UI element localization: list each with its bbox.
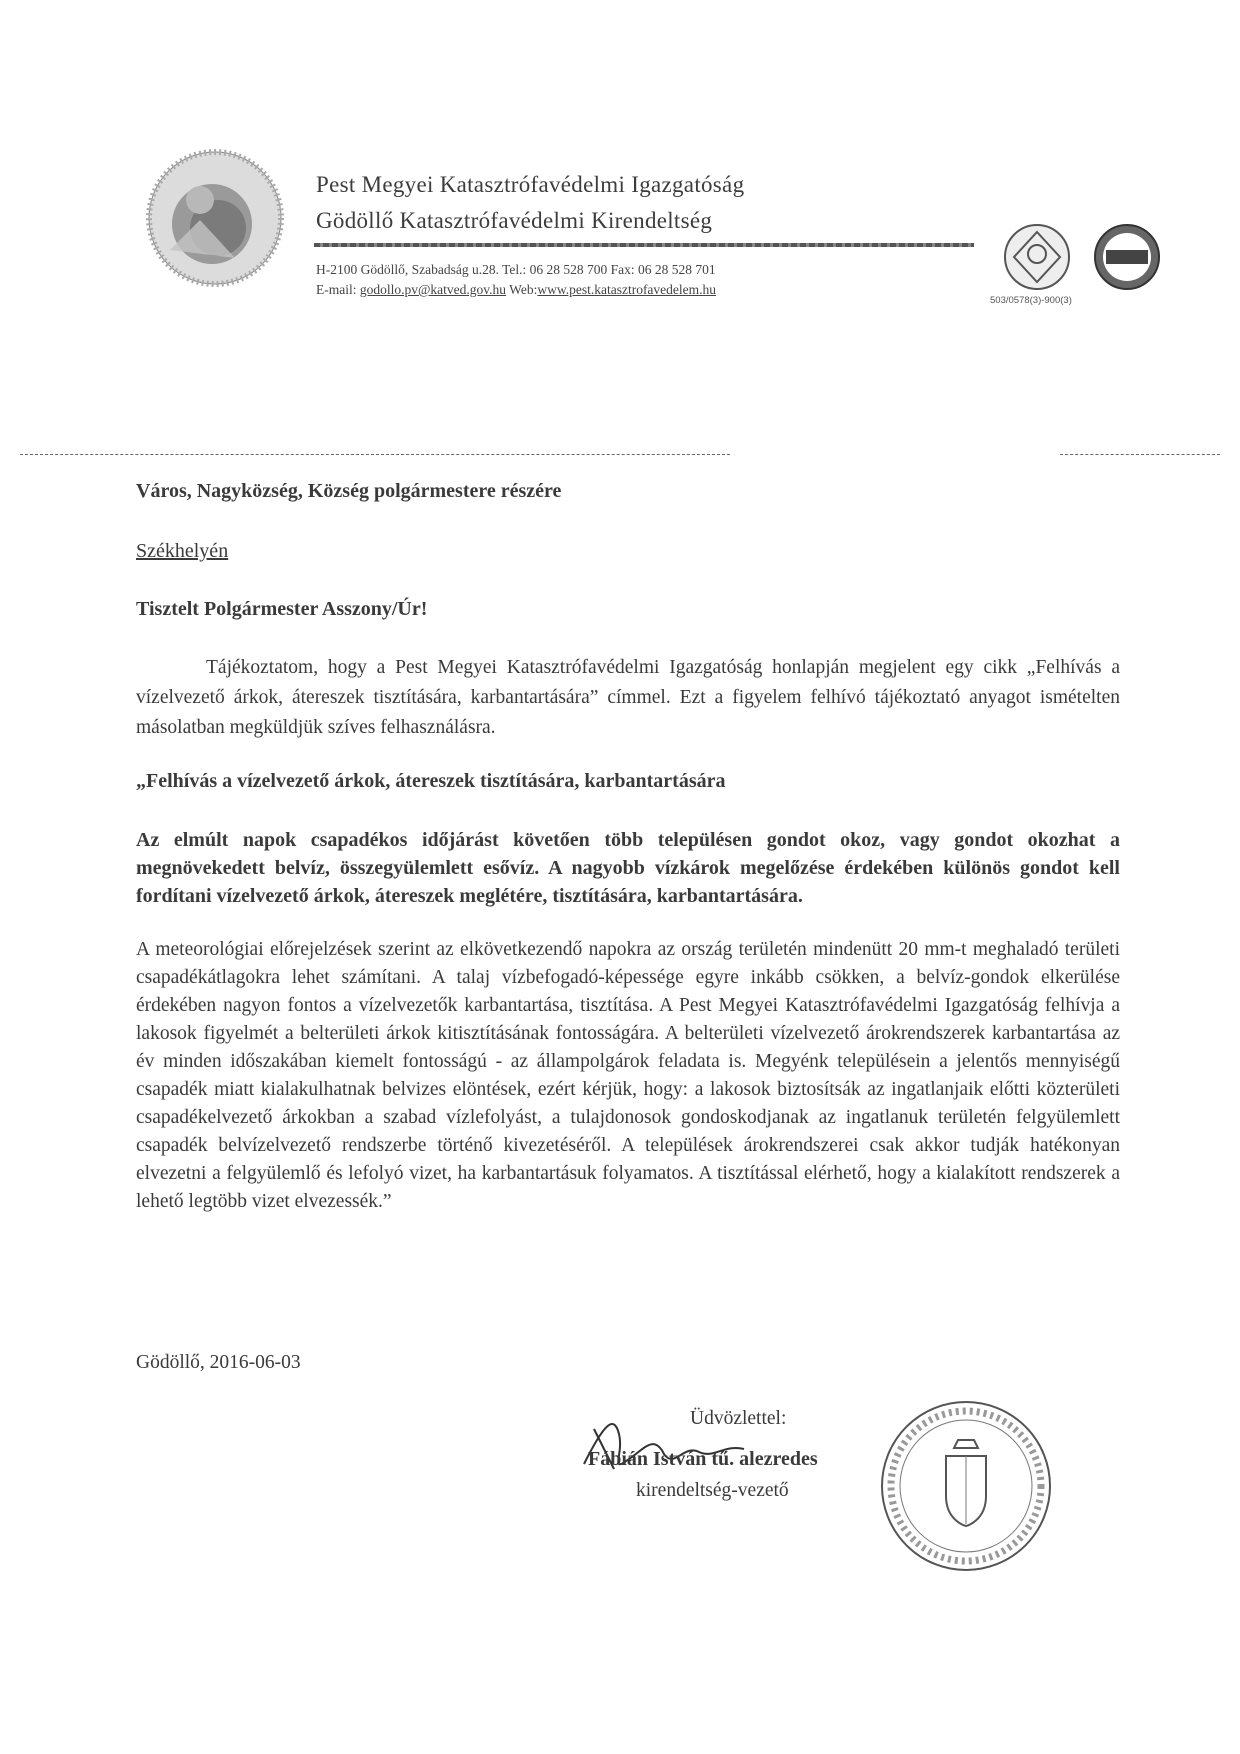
email-link[interactable]: godollo.pv@katved.gov.hu — [359, 282, 507, 297]
directorate-emblem-logo — [140, 140, 290, 290]
body-paragraph: A meteorológiai előrejelzések szerint az elkövetkezendő napokra az ország területén mindenütt 20 mm-t meghaladó területi csapadékátlagokra lehet számítani. A talaj vízbefogadó-képessége egyre inkább csökken, a belvíz-gondok elkerülése érdekében nagyon fontos a vízelvezetők karbantartása, tisztítása. A Pest Megyei Katasztrófavédelmi Igazgatóság felhívja a lakosok figyelmét a belterületi árkok kitisztításának fontosságára. A belterületi vízelvezető árokrendszerek karbantartása az év minden időszakában kiemelt fontosságú - az állampolgárok feladata is. Megyénk településein a jelentős mennyiségű csapadék miatt kialakulhatnak belvizes elöntések, ezért kérjük, hogy: a lakosok biztosítsák az ingatlanjaik előtti közterületi csapadékelvezető árkokban a szabad vízlefolyást, a tulajdonosok gondoskodjanak az ingatlanuk területén felgyülemlett csapadék belvízelvezető rendszerbe történő kivezetéséről. A települések árokrendszerei csak akkor tudják hatékonyan elvezetni a felgyülemlő és lefolyó vizet, ha karbantartásuk folyamatos. A tisztítással elérhető, hogy a kialakított rendszerek a lehető legtöbb vizet elvezessék.” — [136, 939, 1120, 1212]
bold-paragraph: Az elmúlt napok csapadékos időjárást követően több településen gondot okoz, vagy gondot okozhat a megnövekedett belvíz, összegyülemlett esővíz. A nagyobb vízkárok megelőzése érdekében különös gondot kell fordítani vízelvezető árkok, átereszek meglétére, tisztítására, karbantartására. — [136, 829, 1120, 907]
iso-certificate-seal-icon — [1002, 222, 1072, 292]
salutation: Tisztelt Polgármester Asszony/Úr! — [136, 598, 428, 620]
addressee-seat: Székhelyén — [136, 540, 229, 562]
contact-address: H-2100 Gödöllő, Szabadság u.28. Tel.: 06 28 528 700 Fax: 06 28 528 701 — [316, 262, 716, 277]
header-rule — [314, 243, 974, 247]
official-round-stamp — [876, 1396, 1056, 1576]
date-line: Gödöllő, 2016-06-03 — [136, 1352, 301, 1373]
web-prefix: Web: — [506, 282, 538, 297]
signer-title: kirendeltség-vezető — [636, 1480, 789, 1501]
signer-name: Fábián István tű. alezredes — [588, 1448, 818, 1470]
quoted-article-title: „Felhívás a vízelvezető árkok, átereszek tisztítására, karbantartására — [136, 770, 726, 792]
header-separator — [20, 454, 730, 455]
department-name: Gödöllő Katasztrófavédelmi Kirendeltség — [316, 208, 713, 233]
organization-name: Pest Megyei Katasztrófavédelmi Igazgatóság — [316, 172, 745, 197]
addressee: Város, Nagyközség, Község polgármestere részére — [136, 480, 562, 502]
certificate-number: 503/0578(3)-900(3) — [990, 295, 1072, 306]
closing-greeting: Üdvözlettel: — [690, 1408, 787, 1429]
website-link[interactable]: www.pest.katasztrofavedelem.hu — [537, 282, 717, 297]
contact-online — [316, 282, 716, 298]
header-separator-right — [1060, 454, 1220, 455]
intro-paragraph: Tájékoztatom, hogy a Pest Megyei Katasztrófavédelmi Igazgatóság honlapján megjelent egy cikk „Felhívás a vízelvezető árkok, átereszek tisztítására, karbantartására” címmel. Ezt a figyelem felhívó tájékoztató anyagot ismételten másolatban megküldjük szíves felhasználásra. — [136, 657, 1120, 738]
ignet-certificate-seal-icon — [1092, 222, 1162, 292]
email-prefix: E-mail: — [316, 282, 360, 297]
